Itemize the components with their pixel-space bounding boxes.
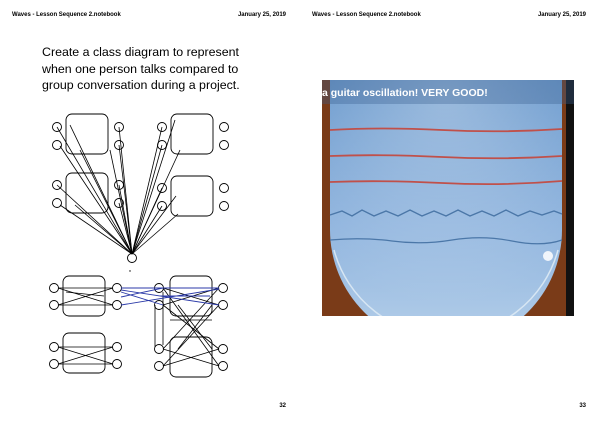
- student: [113, 284, 122, 293]
- header-title: Waves - Lesson Sequence 2.notebook: [312, 12, 421, 18]
- student: [155, 345, 164, 354]
- page-number: 32: [279, 403, 286, 409]
- student: [113, 360, 122, 369]
- student: [50, 360, 59, 369]
- page-number: 33: [579, 403, 586, 409]
- student: [220, 141, 229, 150]
- student: [219, 301, 228, 310]
- student: [219, 284, 228, 293]
- student: [50, 284, 59, 293]
- header-date: January 25, 2019: [537, 12, 586, 18]
- student: [113, 301, 122, 310]
- student: [220, 184, 229, 193]
- student: [220, 202, 229, 211]
- student: [50, 343, 59, 352]
- student: [50, 301, 59, 310]
- student: [53, 199, 62, 208]
- student: [53, 141, 62, 150]
- student: [113, 343, 122, 352]
- guitar-oscillation-image: [322, 80, 574, 316]
- table-top-left: [66, 114, 108, 154]
- speaker: [128, 254, 137, 263]
- table-bottom-d: [170, 337, 212, 377]
- student: [220, 123, 229, 132]
- student: [219, 362, 228, 371]
- header-title: Waves - Lesson Sequence 2.notebook: [12, 12, 121, 18]
- header-date: January 25, 2019: [237, 12, 286, 18]
- video-caption: a guitar oscillation! VERY GOOD!: [322, 87, 488, 99]
- prompt-text: Create a class diagram to represent when one person talks compared to group conversation during a project.: [42, 45, 240, 93]
- table-bottom-c: [63, 333, 105, 373]
- student: [155, 362, 164, 371]
- table-mid-right: [171, 176, 213, 216]
- table-top-right: [171, 114, 213, 154]
- student: [219, 345, 228, 354]
- notebook-page-33: [300, 0, 600, 424]
